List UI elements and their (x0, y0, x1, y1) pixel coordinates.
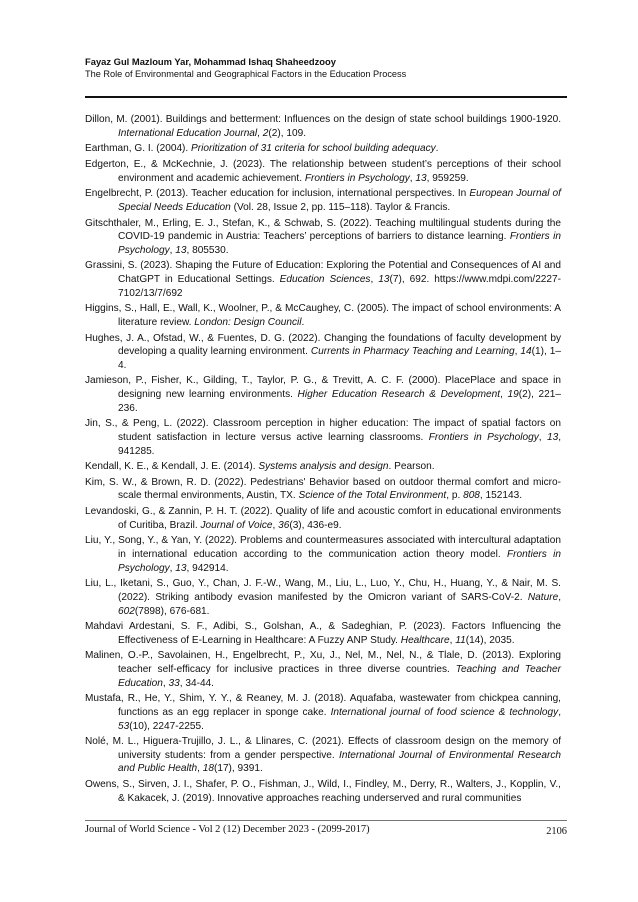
reference-text: , 941285. (118, 431, 562, 457)
footer-journal: Journal of World Science - Vol 2 (12) December 2023 - (2099-2017) (85, 824, 370, 835)
reference-entry (85, 302, 561, 329)
reference-italic-text: Healthcare (400, 634, 450, 646)
reference-text: Mustafa, R., He, Y., Shim, Y. Y., & Reaney, M. J. (2018). Aquafaba, wastewater from chickpea canning, functions as an egg replacer in sponge cake. (85, 693, 561, 718)
reference-text: Mahdavi Ardestani, S. F., Adibi, S., Golshan, A., & Sadeghian, P. (2023). Factors Influencing the Effectiveness of E-Learning in Healthcare: A Fuzzy ANP Study. (85, 621, 561, 646)
reference-italic-text: 808 (463, 490, 480, 502)
reference-italic-text: International Education Journal (118, 127, 258, 139)
running-header (85, 55, 567, 81)
reference-italic-text: 13 (415, 172, 427, 184)
reference-text: Jin, S., & Peng, L. (2022). Classroom perception in higher education: The impact of spatial factors on student satisfaction in lecture versus active learning classrooms. (85, 418, 561, 443)
reference-text: Kendall, K. E., & Kendall, J. E. (2014). (85, 461, 259, 473)
reference-text: . (435, 143, 439, 155)
reference-italic-text: Education Sciences (279, 274, 371, 285)
reference-text: , (272, 519, 279, 531)
reference-text: Gitschthaler, M., Erling, E. J., Stefan, K., & Schwab, S. (2022). Teaching multilingual students during the COVID-19 pandemic in Austria: Teachers’ perceptions of barriers to distance learning. (85, 217, 561, 243)
reference-text: Owens, S., Sirven, J. I., Shafer, P. O., Fishman, J., Wild, I., Findley, M., Derry, R., Walters, J., Kopplin, V., & Kakacek, J. (2019). Innovative approaches reaching underserved and rural communities (85, 779, 561, 804)
reference-italic-text: London: Design Council (194, 316, 302, 328)
reference-entry (85, 692, 561, 733)
reference-text: (2), 109. (268, 127, 306, 139)
reference-text: Edgerton, E., & McKechnie, J. (2023). The relationship between student’s perceptions of their school environment and academic achievement. (85, 158, 561, 184)
reference-entry (85, 505, 561, 532)
reference-italic-text: 13 (175, 562, 187, 574)
reference-text: Levandoski, G., & Zannin, P. H. T. (2022). Quality of life and acoustic comfort in educational environments of Curitiba, Brazil. (85, 506, 561, 531)
header-authors: Fayaz Gul Mazloum Yar, Mohammad Ishaq Shaheedzooy (85, 56, 336, 67)
reference-text: (10), 2247-2255. (129, 720, 204, 732)
reference-text: (1), 1–4. (118, 346, 562, 371)
reference-entry (85, 577, 561, 618)
reference-text: , (409, 172, 416, 184)
reference-text: Higgins, S., Hall, E., Wall, K., Woolner, P., & McCaughey, C. (2005). The impact of school environments: A literature review. (85, 303, 561, 328)
reference-italic-text: 13 (175, 244, 187, 256)
reference-text: Grassini, S. (2023). Shaping the Future of Education: Exploring the Potential and Consequences of AI and ChatGPT in Educational Settings. (85, 260, 561, 285)
reference-text: Dillon, M. (2001). Buildings and betterment: Influences on the design of state school buildings 1900-1920. (85, 114, 561, 125)
reference-text: , 805530. (186, 244, 229, 256)
reference-text: , (197, 763, 203, 775)
reference-entry (85, 534, 561, 575)
reference-italic-text: 53 (118, 720, 130, 732)
page-number: 2106 (546, 826, 567, 837)
reference-italic-text: Teaching and Teacher Education (118, 664, 561, 689)
reference-italic-text: 2 (262, 127, 269, 139)
reference-text: , (514, 346, 521, 358)
reference-entry (85, 374, 561, 415)
reference-italic-text: European Journal of Special Needs Education (118, 188, 561, 213)
reference-italic-text: 13 (546, 431, 559, 443)
reference-text: (14), 2035. (465, 634, 515, 646)
header-paper-title: The Role of Environmental and Geographical Factors in the Education Process (85, 69, 407, 79)
reference-text: , (169, 562, 176, 574)
reference-entry (85, 187, 561, 214)
reference-text: Engelbrecht, P. (2013). Teacher education for inclusion, international perspectives. In (85, 188, 470, 200)
reference-text: Malinen, O.-P., Savolainen, H., Engelbrecht, P., Xu, J., Nel, M., Nel, N., & Tlale, D. (2013). Exploring teacher self-efficacy for inclusive practices in three diverse countries. (85, 650, 561, 676)
reference-italic-text: Nature (527, 591, 559, 603)
reference-entry (85, 259, 561, 300)
reference-entry (85, 113, 561, 140)
reference-italic-text: 11 (455, 634, 466, 646)
reference-italic-text: Higher Education Research & Development (297, 389, 501, 401)
reference-entry (85, 620, 561, 647)
reference-text: , (162, 677, 169, 689)
reference-text: Jamieson, P., Fisher, K., Gilding, T., Taylor, P. G., & Trevitt, A. C. F. (2000). PlacePlace and space in designing new learning environments. (85, 375, 561, 401)
reference-italic-text: 14 (520, 346, 532, 358)
reference-italic-text: 19 (507, 389, 519, 401)
reference-text: , 942914. (186, 562, 229, 574)
reference-italic-text: Prioritization of 31 criteria for school building adequacy (191, 143, 436, 155)
reference-entry (85, 332, 561, 373)
reference-italic-text: 602 (118, 605, 135, 617)
reference-entry (85, 649, 561, 690)
reference-text: Kim, S. W., & Brown, R. D. (2022). Pedestrians' Behavior based on outdoor thermal comfort and micro-scale thermal environments, Austin, TX. (85, 476, 561, 502)
reference-text: , (449, 634, 456, 646)
reference-entry (85, 476, 561, 503)
reference-entry (85, 158, 561, 185)
reference-text: , (558, 706, 561, 718)
reference-text: (3), 436-e9. (289, 519, 342, 531)
reference-text: (7), 692. https://www.mdpi.com/2227-7102/13/7/692 (118, 274, 562, 299)
reference-list (85, 113, 561, 807)
reference-text: Nolé, M. L., Higuera-Trujillo, J. L., & Llinares, C. (2021). Effects of classroom design on the memory of university students: from a gender perspective. (85, 736, 561, 761)
reference-text: Liu, Y., Song, Y., & Yan, Y. (2022). Problems and countermeasures associated with intercultural adaptation in international education according to the communication action theory model. (85, 535, 561, 561)
reference-text: . (301, 316, 305, 328)
reference-text: (17), 9391. (213, 763, 263, 775)
reference-text: , p. (446, 490, 464, 502)
reference-entry (85, 778, 561, 805)
reference-italic-text: 18 (202, 763, 214, 775)
reference-italic-text: 13 (378, 274, 390, 285)
reference-italic-text: International journal of food science & technology (330, 706, 559, 718)
reference-text: , 34-44. (179, 677, 214, 689)
reference-italic-text: Science of the Total Environment (298, 490, 447, 502)
reference-text: (Vol. 28, Issue 2, pp. 115–118). Taylor & Francis. (230, 201, 451, 213)
reference-text: , (558, 591, 561, 603)
reference-text: , (370, 274, 379, 285)
reference-text: , 152143. (479, 490, 523, 502)
reference-text: , (257, 127, 263, 139)
reference-entry (85, 142, 561, 156)
reference-text: , (169, 244, 176, 256)
reference-text: , (500, 389, 508, 401)
reference-italic-text: Frontiers in Psychology (118, 231, 561, 256)
reference-italic-text: Frontiers in Psychology (118, 549, 561, 574)
reference-text: (2), 221–236. (118, 389, 561, 414)
reference-italic-text: 33 (168, 677, 180, 689)
reference-italic-text: Systems analysis and design (258, 461, 389, 473)
reference-entry (85, 735, 561, 776)
reference-entry (85, 417, 561, 458)
reference-italic-text: Journal of Voice (200, 519, 273, 531)
reference-text: Liu, L., Iketani, S., Guo, Y., Chan, J. F.-W., Wang, M., Liu, L., Luo, Y., Chu, H., Huang, Y., & Nair, M. S. (2022). Striking antibody evasion manifested by the Omicron variant of SARS-CoV-2. (85, 578, 561, 603)
reference-entry (85, 217, 561, 258)
reference-text: Hughes, J. A., Ofstad, W., & Fuentes, D. G. (2022). Changing the foundations of faculty development by developing a quality learning environment. (85, 332, 561, 358)
reference-italic-text: 36 (278, 519, 290, 531)
reference-text: . Pearson. (388, 461, 435, 473)
footer-rule (85, 820, 567, 821)
header-rule (85, 96, 567, 98)
reference-text: , (538, 431, 547, 443)
reference-entry (85, 460, 561, 474)
reference-italic-text: Frontiers in Psychology (428, 431, 539, 443)
reference-italic-text: Frontiers in Psychology (304, 172, 410, 184)
reference-italic-text: International Journal of Environmental Research and Public Health (118, 749, 562, 775)
reference-text: Earthman, G. I. (2004). (85, 143, 192, 155)
reference-text: (7898), 676-681. (134, 605, 210, 617)
reference-italic-text: Currents in Pharmacy Teaching and Learning (310, 346, 515, 358)
reference-text: , 959259. (426, 172, 469, 184)
